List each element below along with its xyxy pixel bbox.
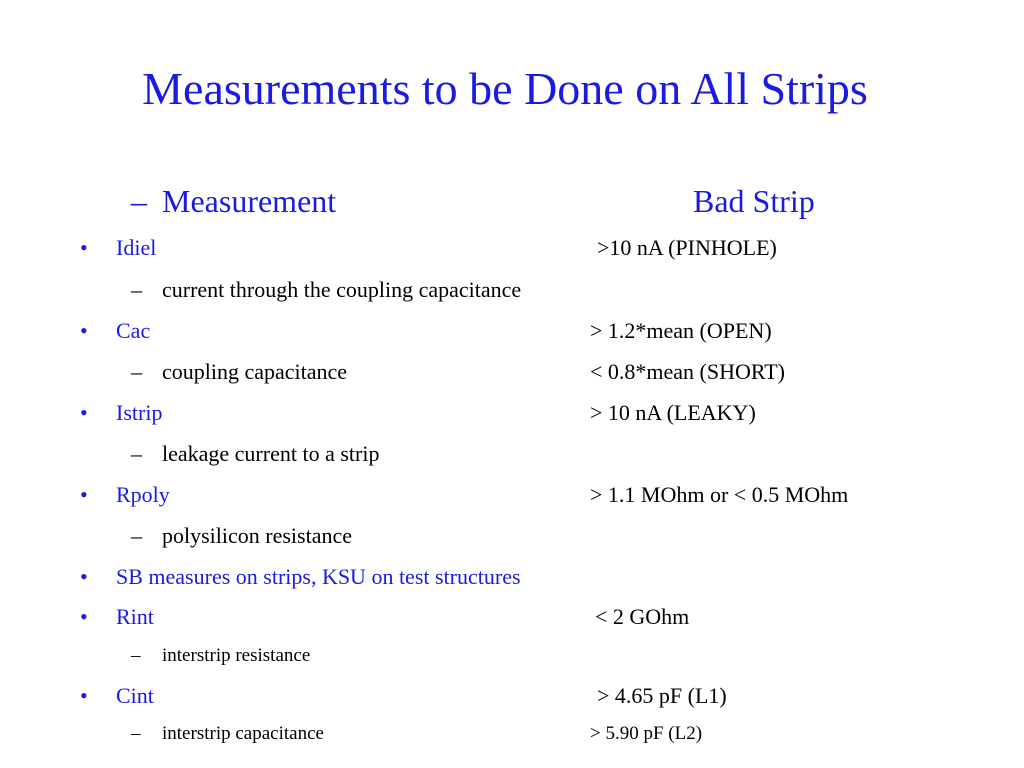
sub-dash: – bbox=[131, 645, 141, 666]
bad-strip-column-header: Bad Strip bbox=[693, 183, 815, 219]
slide-title: Measurements to be Done on All Strips bbox=[142, 63, 868, 114]
measurement-column-header: Measurement bbox=[162, 183, 337, 219]
measurement-label: Idiel bbox=[116, 235, 157, 260]
measurement-description: interstrip resistance bbox=[162, 645, 311, 666]
measurement-label: Rint bbox=[116, 604, 154, 629]
bad-strip-criterion: < 0.8*mean (SHORT) bbox=[590, 359, 786, 384]
bad-strip-criterion: > 1.2*mean (OPEN) bbox=[590, 318, 772, 343]
bad-strip-criterion: > 4.65 pF (L1) bbox=[597, 683, 727, 708]
measurement-label: Cint bbox=[116, 683, 154, 708]
bad-strip-criterion: < 2 GOhm bbox=[595, 604, 690, 629]
sub-dash: – bbox=[131, 359, 142, 384]
measurement-label: Cac bbox=[116, 318, 151, 343]
bullet-marker: • bbox=[80, 683, 88, 708]
bullet-marker: • bbox=[80, 400, 88, 425]
header-dash: – bbox=[131, 183, 147, 219]
measurement-description: current through the coupling capacitance bbox=[162, 277, 522, 302]
sub-dash: – bbox=[131, 441, 142, 466]
column-header-row bbox=[0, 183, 1024, 223]
sub-dash: – bbox=[131, 277, 142, 302]
measurement-description: polysilicon resistance bbox=[162, 523, 353, 548]
measurement-description: coupling capacitance bbox=[162, 359, 348, 384]
sub-dash: – bbox=[131, 523, 142, 548]
measurement-label: SB measures on strips, KSU on test structures bbox=[116, 564, 521, 589]
measurement-description: interstrip capacitance bbox=[162, 723, 324, 744]
bullet-marker: • bbox=[80, 564, 88, 589]
sub-dash: – bbox=[131, 723, 141, 744]
bad-strip-criterion: >10 nA (PINHOLE) bbox=[597, 235, 777, 260]
bullet-marker: • bbox=[80, 235, 88, 260]
measurement-label: Istrip bbox=[116, 400, 163, 425]
bad-strip-criterion: > 10 nA (LEAKY) bbox=[590, 400, 756, 425]
measurement-label: Rpoly bbox=[116, 482, 170, 507]
bad-strip-criterion: > 5.90 pF (L2) bbox=[590, 723, 703, 744]
bullet-marker: • bbox=[80, 482, 88, 507]
bad-strip-criterion: > 1.1 MOhm or < 0.5 MOhm bbox=[590, 482, 849, 507]
bullet-marker: • bbox=[80, 604, 88, 629]
bullet-marker: • bbox=[80, 318, 88, 343]
measurement-description: leakage current to a strip bbox=[162, 441, 380, 466]
